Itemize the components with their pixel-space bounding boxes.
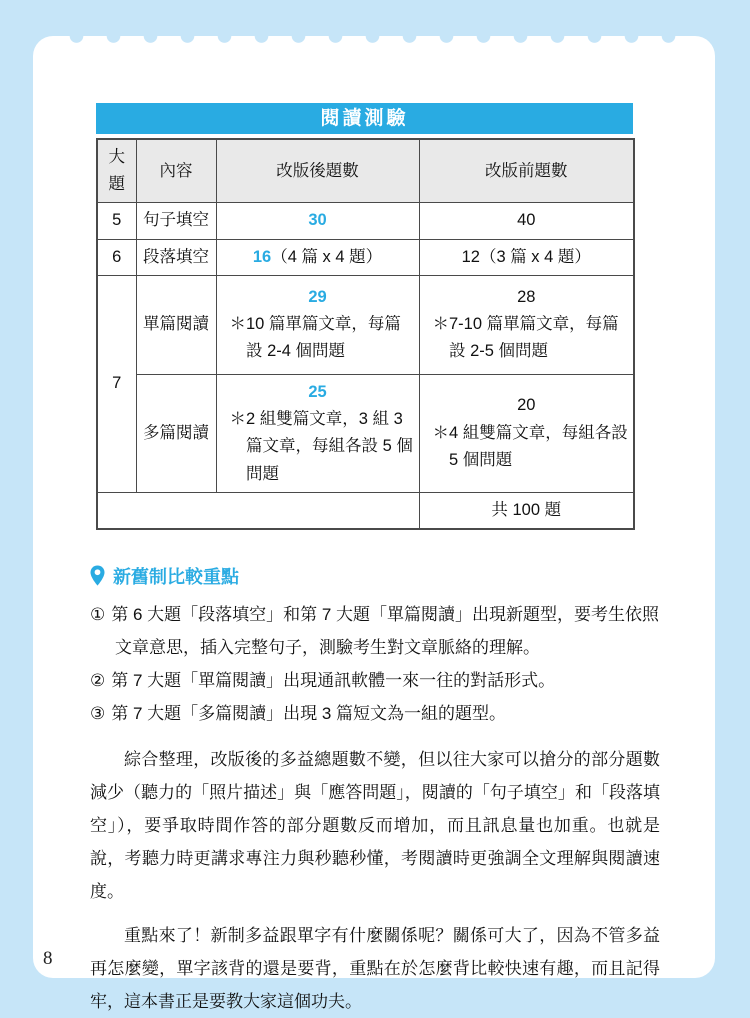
before-count-detail: ＊4 組雙篇文章，每組各設 5 個問題 [432,423,628,469]
table-row-part7-single [97,275,634,374]
reading-test-table [96,138,635,530]
part-content: 單篇閱讀 [136,275,216,374]
before-count-number: 28 [517,288,536,307]
note-marker: ③ [90,703,106,723]
note-text: 第 7 大題「多篇閱讀」出現 3 篇短文為一組的題型。 [111,703,507,723]
before-count: 40 [419,203,634,239]
page-content [90,103,660,1018]
part-number: 7 [97,275,136,492]
after-count-number: 29 [308,288,327,307]
after-count: 30 [216,203,419,239]
note-text: 第 6 大題「段落填空」和第 7 大題「單篇閱讀」出現新題型，要考生依照文章意思，插入完整句子，測驗考生對文章脈絡的理解。 [111,604,660,657]
after-count-detail: （4 篇 x 4 題） [271,247,383,266]
before-count-detail: ＊7-10 篇單篇文章，每篇設 2-5 個問題 [432,315,619,361]
part-content: 多篇閱讀 [136,374,216,492]
after-count-detail: ＊2 組雙篇文章，3 組 3 篇文章，每組各設 5 個問題 [229,410,413,483]
before-count: 12（3 篇 x 4 題） [419,239,634,275]
note-marker: ① [90,604,106,624]
col-header-after: 改版後題數 [216,139,419,203]
table-total-row [97,492,634,529]
after-count-number: 25 [308,382,327,401]
after-count-number: 16 [252,247,272,266]
page-number: 8 [43,948,53,969]
total-row-empty-cell [97,492,419,529]
before-count [419,275,634,374]
col-header-part: 大題 [97,139,136,203]
after-count [216,275,419,374]
table-title: 閱讀測驗 [96,103,633,134]
table-header-row [97,139,634,203]
after-count-detail: ＊10 篇單篇文章，每篇設 2-4 個問題 [229,315,401,361]
body-paragraph-1: 綜合整理，改版後的多益總題數不變，但以往大家可以搶分的部分題數減少（聽力的「照片描述」與「應答問題」，閱讀的「句子填空」和「段落填空」），要爭取時間作答的部分題數反而增加，而且訊息量也加重。也就是說，考聽力時更講求專注力與秒聽秒懂，考閱讀時更強調全文理解與閱讀速度。 [90,749,660,901]
note-item-1 [90,598,660,664]
after-count [216,374,419,492]
note-item-2 [90,664,660,697]
section-heading [90,563,660,589]
part-number: 5 [97,203,136,239]
note-text: 第 7 大題「單篇閱讀」出現通訊軟體一來一往的對話形式。 [111,670,556,690]
note-item-3 [90,697,660,730]
col-header-content: 內容 [136,139,216,203]
table-row-part7-multi [97,374,634,492]
notebook-page [33,36,715,1011]
part-number: 6 [97,239,136,275]
before-count-number: 20 [517,396,536,415]
table-row-part5 [97,203,634,239]
after-count [216,239,419,275]
perforation-edge [58,36,690,48]
note-marker: ② [90,670,106,690]
before-count [419,374,634,492]
body-paragraph-2: 重點來了！新制多益跟單字有什麼關係呢？關係可大了，因為不管多益再怎麼變，單字該背的還是要背，重點在於怎麼背比較快速有趣，而且記得牢，這本書正是要教大家這個功夫。 [90,925,660,1011]
part-content: 段落填空 [136,239,216,275]
part-content: 句子填空 [136,203,216,239]
total-count: 共 100 題 [419,492,634,529]
section-heading-label: 新舊制比較重點 [113,566,239,587]
col-header-before: 改版前題數 [419,139,634,203]
table-row-part6 [97,239,634,275]
location-pin-icon [90,565,105,586]
